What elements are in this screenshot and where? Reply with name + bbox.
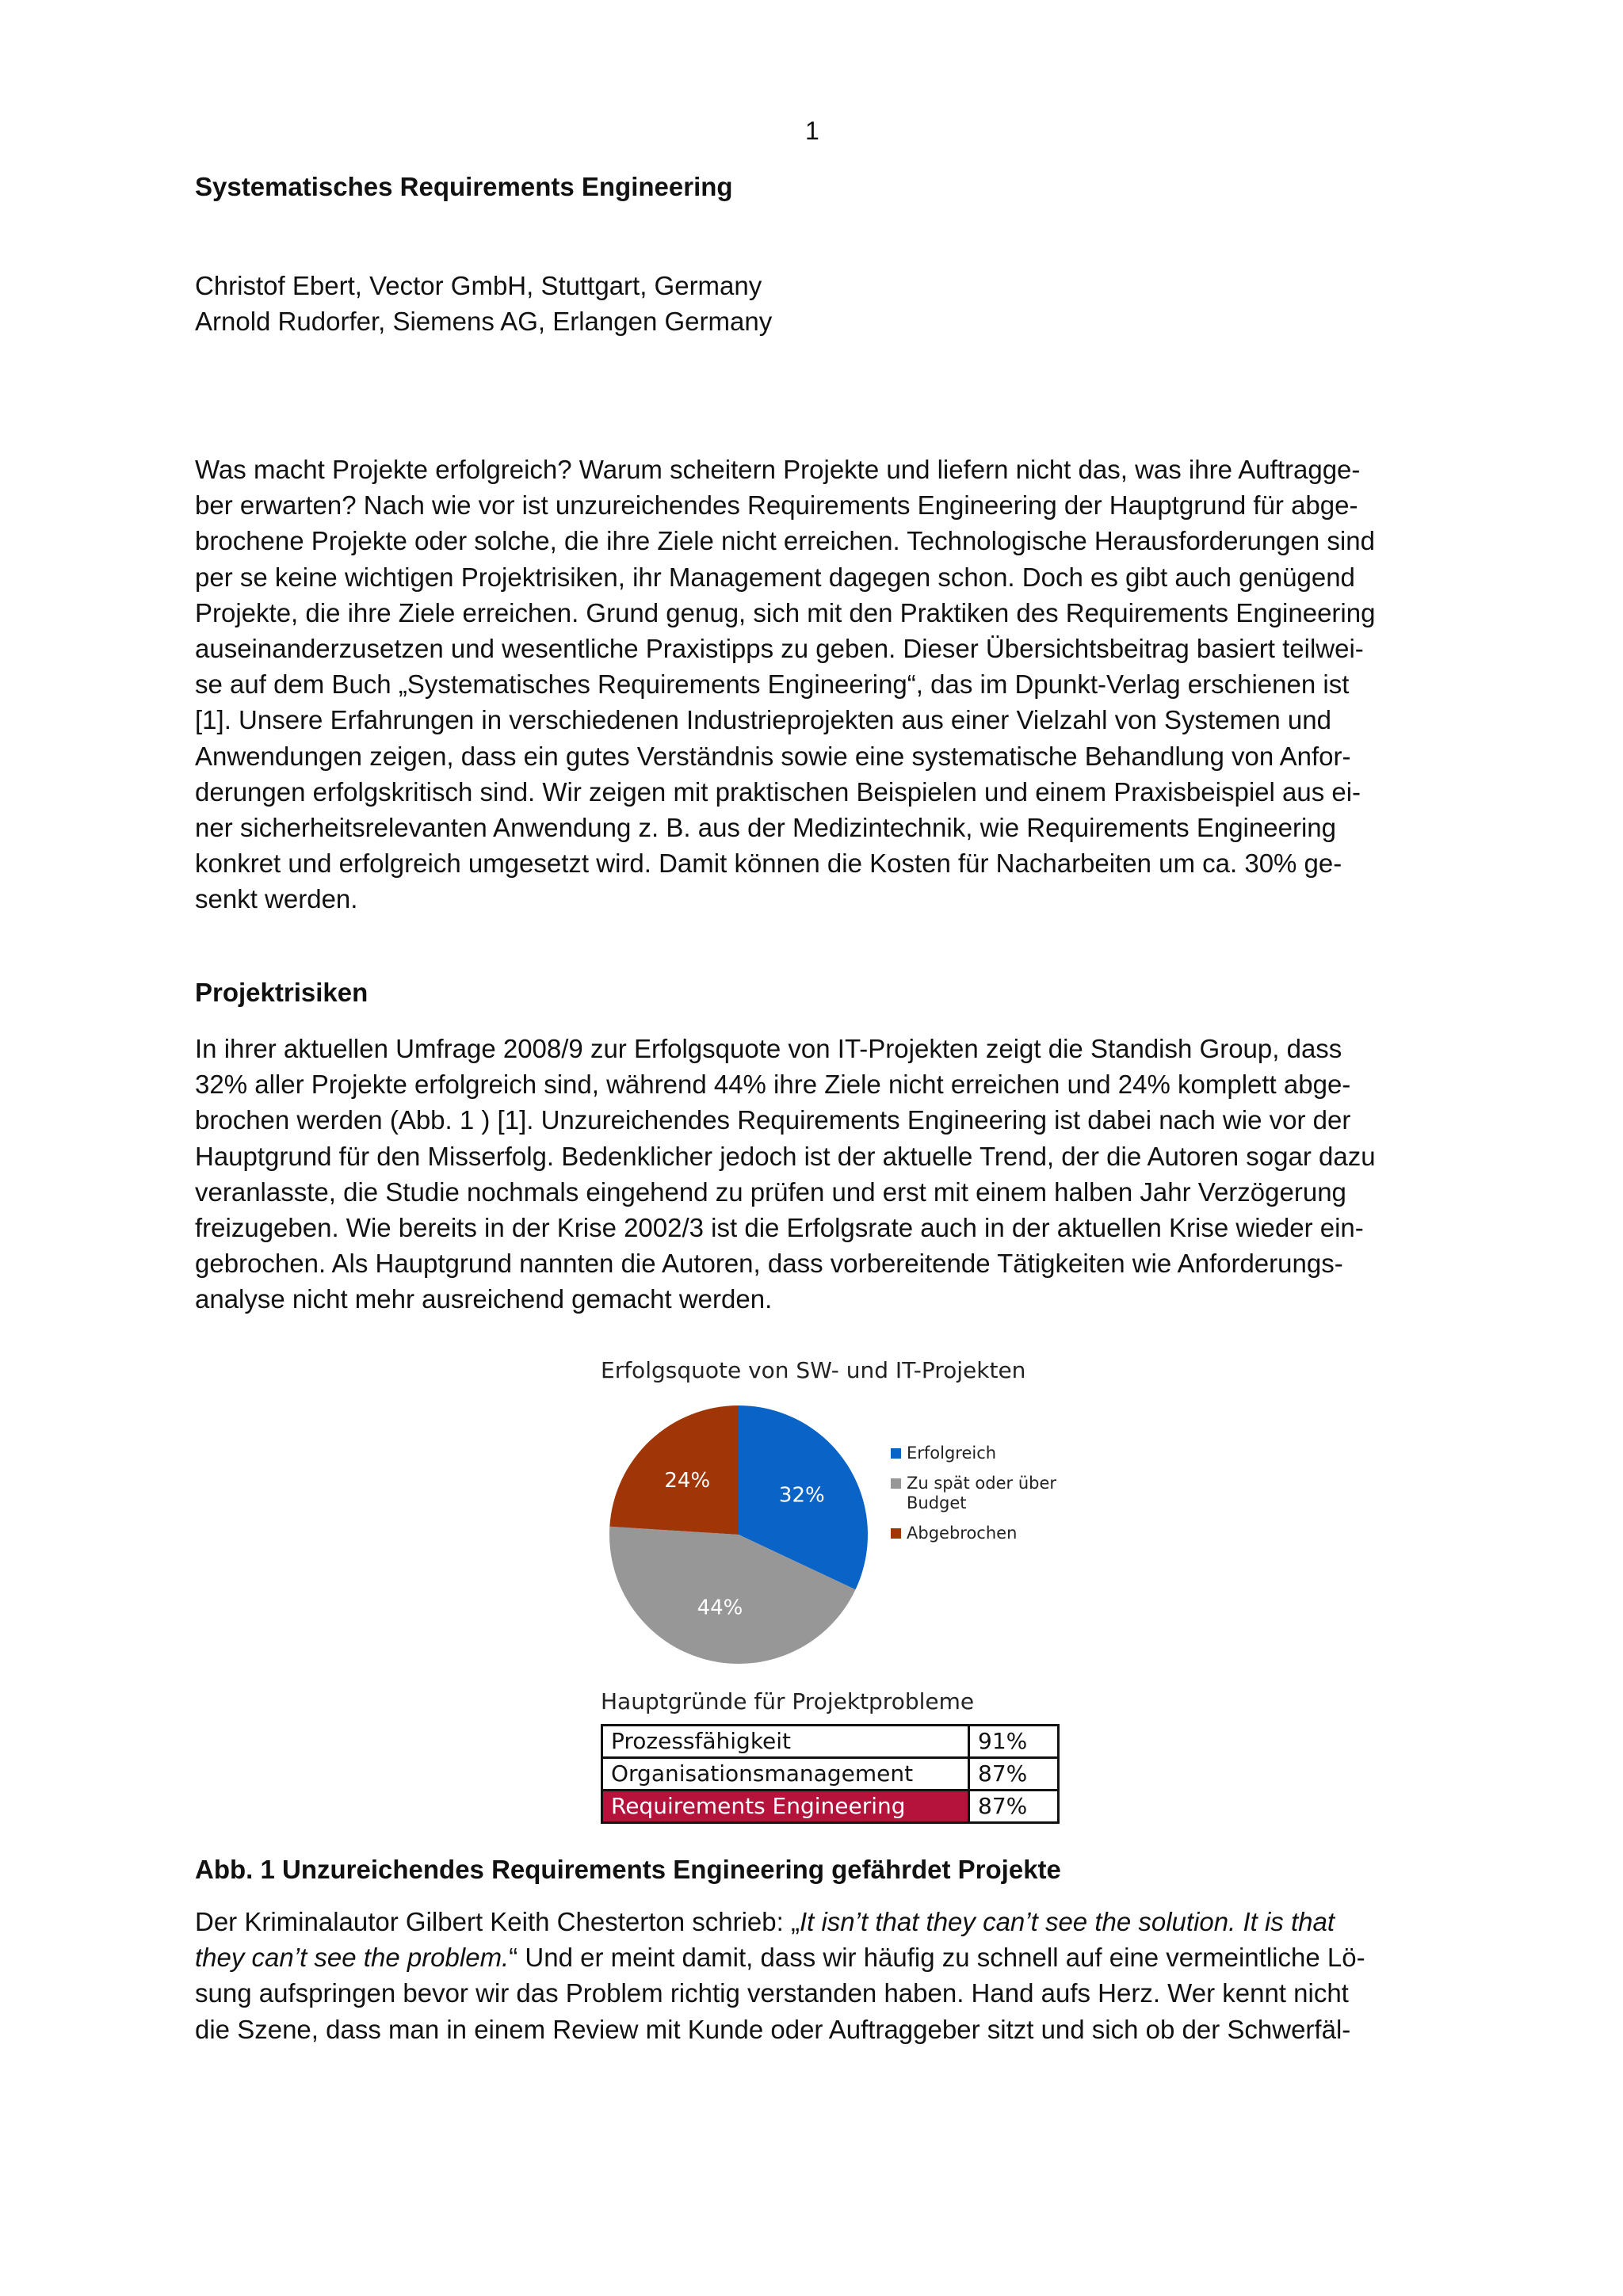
text-line: gebrochen. Als Hauptgrund nannten die Autoren, dass vorbereitende Tätigkeiten wie Anforderungs- xyxy=(195,1249,1343,1279)
text-line: auseinanderzusetzen und wesentliche Praxistipps zu geben. Dieser Übersichtsbeitrag basiert teilwei- xyxy=(195,634,1364,664)
text-line: ner sicherheitsrelevanten Anwendung z. B. aus der Medizintechnik, wie Requirements Engineering xyxy=(195,813,1336,843)
quote-segment: they can’t see the problem. xyxy=(195,1943,510,1973)
legend-label: Abgebrochen xyxy=(907,1524,1018,1543)
legend-swatch xyxy=(891,1478,901,1489)
pie-data-label: 24% xyxy=(664,1469,711,1493)
table-cell-value: 87% xyxy=(969,1791,1059,1823)
text-line: se auf dem Buch „Systematisches Requirements Engineering“, das im Dpunkt-Verlag erschienen ist xyxy=(195,669,1350,700)
text-line: brochen werden (Abb. 1 ) [1]. Unzureichendes Requirements Engineering ist dabei nach wie vor der xyxy=(195,1105,1351,1135)
table-row-highlighted xyxy=(602,1791,1059,1823)
legend-label: Zu spät oder über Budget xyxy=(907,1474,1057,1512)
text-line: konkret und erfolgreich umgesetzt wird. Damit können die Kosten für Nacharbeiten um ca. 30% ge- xyxy=(195,849,1342,879)
text-line: veranlasste, die Studie nochmals eingehend zu prüfen und erst mit einem halben Jahr Verzögerung xyxy=(195,1177,1346,1207)
text-line: Was macht Projekte erfolgreich? Warum scheitern Projekte und liefern nicht das, was ihre Auftragge- xyxy=(195,455,1361,484)
text-line: In ihrer aktuellen Umfrage 2008/9 zur Erfolgsquote von IT-Projekten zeigt die Standish Group, dass xyxy=(195,1034,1342,1063)
page-number: 1 xyxy=(805,116,819,145)
text-line xyxy=(195,1939,1439,1975)
section-heading: Projektrisiken xyxy=(195,978,369,1007)
table-row xyxy=(602,1726,1059,1758)
closing-paragraph xyxy=(195,1904,1439,2047)
table-cell-label: Organisationsmanagement xyxy=(602,1758,969,1791)
text-line: brochene Projekte oder solche, die ihre Ziele nicht erreichen. Technologische Herausforderungen sind xyxy=(195,526,1375,556)
text-segment: sung aufspringen bevor wir das Problem richtig verstanden haben. Hand aufs Herz. Wer kennt nicht xyxy=(195,1978,1349,2008)
text-line: Hauptgrund für den Misserfolg. Bedenklicher jedoch ist der aktuelle Trend, der die Autoren sogar dazu xyxy=(195,1141,1376,1171)
reasons-table xyxy=(601,1724,1060,1824)
author-line: Christof Ebert, Vector GmbH, Stuttgart, Germany xyxy=(195,271,762,300)
text-line xyxy=(195,1975,1439,2011)
author-line: Arnold Rudorfer, Siemens AG, Erlangen Germany xyxy=(195,307,773,336)
chart-legend xyxy=(891,1444,1073,1554)
text-line: derungen erfolgskritisch sind. Wir zeigen mit praktischen Beispielen und einem Praxisbeispiel aus ei- xyxy=(195,776,1361,807)
text-line: Anwendungen zeigen, dass ein gutes Verständnis sowie eine systematische Behandlung von Anfor- xyxy=(195,741,1351,771)
table-cell-value: 87% xyxy=(969,1758,1059,1791)
text-line: freizugeben. Wie bereits in der Krise 2002/3 ist die Erfolgsrate auch in der aktuellen Krise wieder ein- xyxy=(195,1213,1364,1243)
legend-swatch xyxy=(891,1528,901,1539)
text-line: [1]. Unsere Erfahrungen in verschiedenen Industrieprojekten aus einer Vielzahl von Systemen und xyxy=(195,705,1331,735)
table-title: Hauptgründe für Projektprobleme xyxy=(601,1688,975,1714)
text-line xyxy=(195,1904,1439,1939)
text-segment: “ Und er meint damit, dass wir häufig zu schnell auf eine vermeintliche Lö- xyxy=(509,1943,1365,1973)
text-segment: Der Kriminalautor Gilbert Keith Chesterton schrieb: „ xyxy=(195,1907,800,1936)
text-line: per se keine wichtigen Projektrisiken, ihr Management dagegen schon. Doch es gibt auch genügend xyxy=(195,562,1355,592)
text-line: 32% aller Projekte erfolgreich sind, während 44% ihre Ziele nicht erreichen und 24% komplett abge- xyxy=(195,1070,1351,1100)
legend-label: Erfolgreich xyxy=(907,1444,997,1463)
table-row xyxy=(602,1758,1059,1791)
text-line xyxy=(195,2012,1439,2047)
pie-data-label: 32% xyxy=(778,1483,825,1508)
text-line: ber erwarten? Nach wie vor ist unzureichendes Requirements Engineering der Hauptgrund für abge- xyxy=(195,490,1358,521)
legend-item xyxy=(891,1444,1073,1463)
quote-segment: It isn’t that they can’t see the solution. It is that xyxy=(799,1907,1335,1936)
legend-swatch xyxy=(891,1448,901,1459)
table-cell-label: Requirements Engineering xyxy=(602,1791,969,1823)
text-line: senkt werden. xyxy=(195,884,358,914)
text-segment: die Szene, dass man in einem Review mit Kunde oder Auftraggeber sitzt und sich ob der Schwerfäl- xyxy=(195,2014,1351,2044)
table-cell-label: Prozessfähigkeit xyxy=(602,1726,969,1758)
paper-title: Systematisches Requirements Engineering xyxy=(195,172,733,201)
text-line: Projekte, die ihre Ziele erreichen. Grund genug, sich mit den Praktiken des Requirements Engineering xyxy=(195,597,1376,627)
table-cell-value: 91% xyxy=(969,1726,1059,1758)
pie-data-label: 44% xyxy=(697,1596,743,1620)
legend-item xyxy=(891,1474,1073,1513)
text-line: analyse nicht mehr ausreichend gemacht werden. xyxy=(195,1284,773,1314)
chart-title: Erfolgsquote von SW- und IT-Projekten xyxy=(601,1357,1026,1383)
legend-item xyxy=(891,1524,1073,1543)
figure-caption: Abb. 1 Unzureichendes Requirements Engineering gefährdet Projekte xyxy=(195,1855,1061,1884)
